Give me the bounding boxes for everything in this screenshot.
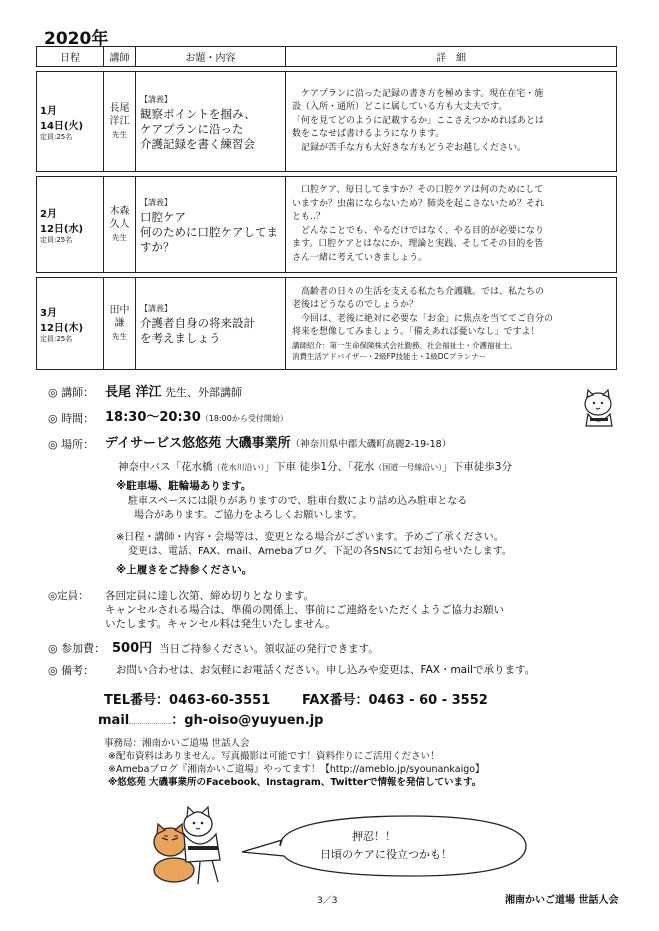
parking-text: 場合があります。ご協力をよろしくお願いします。 xyxy=(134,510,363,521)
place-name: デイサービス悠悠苑 大磯事業所 xyxy=(105,436,291,451)
lecturer-cell xyxy=(104,177,136,273)
time-label: ◎ 時間： xyxy=(48,412,95,425)
page-number: 3／3 xyxy=(317,896,338,906)
lecturer-name: 長尾 xyxy=(109,103,130,114)
fee-line xyxy=(112,637,379,656)
time-note: （18:00から受付開始） xyxy=(200,414,288,423)
parking-text: 駐車スペースには限りがありますので、駐車台数により詰め込み駐車となる xyxy=(128,496,468,507)
mail-line xyxy=(98,709,323,728)
time-value: 18:30〜20:30 xyxy=(105,410,201,425)
detail-line: 高齢者の日々の生活を支える私たち介護職。では、私たちの xyxy=(292,286,545,297)
detail-line: ケアプランに沿った記録の書き方を極めます。現在在宅・施 xyxy=(292,88,544,99)
table-row xyxy=(37,278,617,370)
month: 3月 xyxy=(40,307,57,319)
day: 12日(木) xyxy=(40,322,84,334)
detail-line: 「何を見てどのように記載するか」ここさえつかめればあとは xyxy=(292,115,544,126)
detail-line: いますか？虫歯にならないため？肺炎を起こさないため？それ xyxy=(292,198,545,209)
topic-title: 介護記録を書く練習会 xyxy=(140,136,255,151)
topic-tag: 【講義】 xyxy=(140,304,172,313)
detail-line: 記録が苦手な方も大好きな方もどうぞお越しください。 xyxy=(292,142,527,153)
bus-text: 」下車徒歩3分 xyxy=(442,461,512,473)
time-line xyxy=(105,406,288,425)
detail-line: 今回は、老後に絶対に必要な「お金」に焦点を当ててご自分の xyxy=(292,313,554,324)
month: 2月 xyxy=(40,208,57,220)
bus-note: （国道一号線沿い） xyxy=(374,463,443,472)
bus-note: （花水川沿い） xyxy=(212,463,265,472)
table-row xyxy=(37,72,617,172)
fax-number: FAX番号：0463 - 60 - 3552 xyxy=(302,693,488,708)
lecturer-rest: 先生、外部講師 xyxy=(161,386,243,399)
fee-value: 500円 xyxy=(112,641,153,656)
fee-note: 当日ご持参ください。領収証の発行できます。 xyxy=(159,643,379,655)
detail-line: 口腔ケア、毎日してますか？その口腔ケアは何のためにして xyxy=(292,185,544,195)
lecturer-profile: 消費生活アドバイザー・2級FP技能士・1級DCプランナー xyxy=(292,351,487,361)
lecturer-profile: 講師紹介：第一生命保険株式会社勤務、社会福祉士・介護福祉士、 xyxy=(292,340,517,350)
lecturer-name: 洋江 xyxy=(109,116,130,127)
mail-label: mail xyxy=(98,713,130,728)
lecturer-cell xyxy=(104,278,136,370)
change-notice: 変更は、電話、FAX、mail、Amebaブログ、下記の各SNSにてお知らせいたします。 xyxy=(128,546,512,557)
detail-line: どんなことでも、やるだけではなく、やる目的が必要になり xyxy=(292,225,544,236)
topic-cell xyxy=(136,177,286,273)
topic-tag: 【講義】 xyxy=(140,94,172,104)
lecturer-suffix: 先生 xyxy=(112,130,127,139)
speech-bubble xyxy=(240,812,530,880)
topic-title: 口腔ケア xyxy=(140,209,186,224)
header-lecturer: 講師 xyxy=(104,47,136,67)
office-line: ※悠悠苑 大磯事業所のFacebook、Instagram、Twitterで情報を発信しています。 xyxy=(108,777,482,788)
capacity: 定員:25名 xyxy=(40,235,73,244)
bubble-line: 日頃のケアに役立つかも！ xyxy=(320,848,452,861)
detail-line: 数をこなせば書けるようになります。 xyxy=(292,129,445,140)
lecturer-line xyxy=(105,381,242,400)
topic-title: すか？ xyxy=(140,239,175,254)
lecturer-main-name: 長尾 洋江 xyxy=(105,385,162,400)
date-cell xyxy=(37,278,104,370)
tel-number: TEL番号：0463-60-3551 xyxy=(104,693,271,708)
detail-cell xyxy=(286,278,617,370)
lecturer-name: 謙 xyxy=(114,318,125,329)
lecturer-label: ◎ 講師： xyxy=(48,386,95,399)
table-header-row xyxy=(37,47,617,67)
topic-cell xyxy=(136,72,286,172)
bubble-line: 押忍！！ xyxy=(352,830,396,843)
detail-line: 将来を想像してみましょう。「備えあれば憂いなし」ですよ！ xyxy=(292,327,540,337)
place-label: ◎ 場所： xyxy=(48,438,95,451)
detail-line: 老後はどうなるのでしょうか？ xyxy=(292,300,419,310)
parking-head: ※駐車場、駐輪場あります。 xyxy=(116,480,252,492)
change-notice: ※日程・講師・内容・会場等は、変更となる場合がございます。予めご了承ください。 xyxy=(116,532,504,543)
capacity: 定員:25名 xyxy=(40,334,73,343)
detail-line: 設（入所・通所）どこに属している方も大丈夫です。 xyxy=(292,102,508,113)
table-row xyxy=(37,177,617,273)
detail-line: さん一緒に考えていきましょう。 xyxy=(292,252,428,263)
bus-text: 神奈中バス「花水橋 xyxy=(118,461,213,473)
topic-tag: 【講義】 xyxy=(140,197,172,207)
office-line: 事務局：湘南かいご道場 世話人会 xyxy=(104,738,250,749)
place-address: （神奈川県中郡大磯町高麗2-19-18） xyxy=(290,439,452,450)
year-heading: 2020年 xyxy=(44,29,109,49)
notes-label: ◎ 備考： xyxy=(48,664,95,677)
date-cell xyxy=(37,72,104,172)
capacity: 定員:25名 xyxy=(40,132,73,141)
footer-organization: 湘南かいご道場 世話人会 xyxy=(505,895,619,906)
header-date: 日程 xyxy=(37,47,104,67)
place-line xyxy=(105,432,451,451)
day: 12日(水) xyxy=(40,223,84,235)
detail-line: ます。口腔ケアとはなにか、理論と実践、そしてその目的を皆 xyxy=(292,239,544,249)
lecturer-cell xyxy=(104,72,136,172)
lecturer-name: 木森 xyxy=(109,206,130,217)
bus-text: 」下車 徒歩1分、「花水 xyxy=(264,461,375,473)
schedule-table xyxy=(36,46,617,370)
topic-title: 何のために口腔ケアしてま xyxy=(140,224,278,239)
cats-judo-illustration-icon xyxy=(140,800,236,890)
notes-text: お問い合わせは、お気軽にお電話ください。申し込みや変更は、FAX・mailで承ります。 xyxy=(116,664,536,676)
lecturer-suffix: 先生 xyxy=(112,233,127,242)
month: 1月 xyxy=(40,105,57,117)
office-line: ※Amebaブログ『湘南かいご道場』やってます！【http://ameblo.jp/syounankaigo】 xyxy=(108,764,485,775)
header-detail: 詳 細 xyxy=(286,47,617,67)
lecturer-name: 田中 xyxy=(109,305,130,316)
topic-title: 介護者自身の将来設計 xyxy=(140,316,255,330)
topic-title: を考えましょう xyxy=(140,331,221,345)
lecturer-name: 久人 xyxy=(109,219,130,230)
cat-mascot-icon xyxy=(576,388,620,430)
detail-cell xyxy=(286,72,617,172)
capacity-text: いたします。キャンセル料は発生いたしません。 xyxy=(105,618,336,630)
capacity-text: キャンセルされる場合は、準備の関係上、事前にご連絡をいただくようご協力お願い xyxy=(105,604,504,616)
topic-title: ケアプランに沿った xyxy=(140,121,244,136)
detail-line: とも‥？ xyxy=(292,212,326,222)
header-topic: お題・内容 xyxy=(136,47,286,67)
bus-access xyxy=(118,459,512,474)
mail-address: ：gh-oiso@yuyuen.jp xyxy=(171,713,324,728)
slippers-notice: ※上履きをご持参ください。 xyxy=(116,564,253,576)
detail-cell xyxy=(286,177,617,273)
capacity-text: 各回定員に達し次第、締め切りとなります。 xyxy=(105,590,315,602)
date-cell xyxy=(37,177,104,273)
topic-cell xyxy=(136,278,286,370)
lecturer-suffix: 先生 xyxy=(112,332,127,341)
office-line: ※配布資料はありません。写真撮影は可能です！資料作りにご活用ください！ xyxy=(108,751,440,762)
topic-title: 観察ポイントを掴み、 xyxy=(140,106,256,121)
day: 14日(火) xyxy=(40,120,84,132)
fee-label: ◎ 参加費： xyxy=(48,642,106,655)
capacity-label: ◎定員： xyxy=(48,590,89,602)
